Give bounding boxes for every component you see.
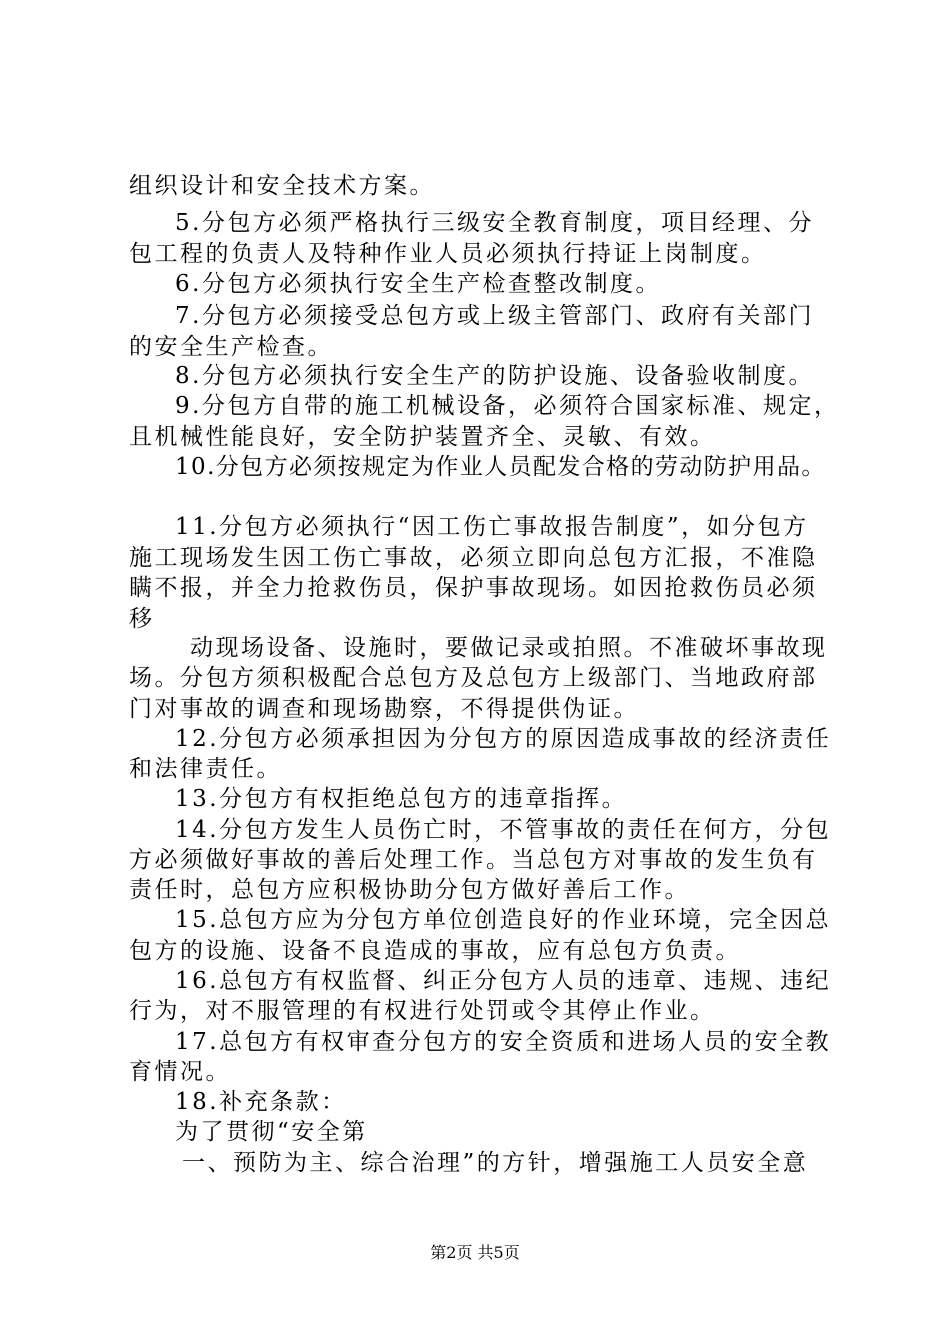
text-line: 育情况。 [129,1059,231,1085]
text-line: 门对事故的调查和现场勘察，不得提供伪证。 [129,696,639,722]
text-line: 8.分包方必须执行安全生产的防护设施、设备验收制度。 [175,363,814,389]
text-line: 14.分包方发生人员伤亡时，不管事故的责任在何方，分包 [175,817,832,843]
text-line: 10.分包方必须按规定为作业人员配发合格的劳动防护用品。 [175,454,826,480]
text-line: 的安全生产检查。 [129,334,333,360]
text-line: 组织设计和安全技术方案。 [129,173,435,199]
text-line: 7.分包方必须接受总包方或上级主管部门、政府有关部门 [175,303,814,329]
text-line: 13.分包方有权拒绝总包方的违章指挥。 [175,786,628,812]
text-line: 场。分包方须积极配合总包方及总包方上级部门、当地政府部 [129,665,818,691]
text-line: 16.总包方有权监督、纠正分包方人员的违章、违规、违纪 [175,968,832,994]
text-line: 11.分包方必须执行“因工伤亡事故报告制度”，如分包方 [175,514,809,540]
text-line: 包方的设施、设备不良造成的事故，应有总包方负责。 [129,938,741,964]
text-line: 为了贯彻“安全第 [175,1119,368,1145]
page-number-footer: 第2页 共5页 [430,1243,520,1262]
text-line: 一、预防为主、综合治理”的方针，增强施工人员安全意 [182,1150,809,1176]
text-line: 瞒不报，并全力抢救伤员，保护事故现场。如因抢救伤员必须 [129,575,818,601]
text-line: 责任时，总包方应积极协助分包方做好善后工作。 [129,877,690,903]
text-line: 且机械性能良好，安全防护装置齐全、灵敏、有效。 [129,424,716,450]
text-line: 施工现场发生因工伤亡事故，必须立即向总包方汇报，不准隐 [129,545,818,571]
text-line: 移 [129,606,155,632]
text-line: 包工程的负责人及特种作业人员必须执行持证上岗制度。 [129,241,767,267]
text-line: 动现场设备、设施时，要做记录或拍照。不准破坏事故现 [190,635,828,661]
text-line: 6.分包方必须执行安全生产检查整改制度。 [175,271,661,297]
text-line: 17.总包方有权审查分包方的安全资质和进场人员的安全教 [175,1029,832,1055]
text-line: 9.分包方自带的施工机械设备，必须符合国家标准、规定， [175,393,840,419]
text-line: 15.总包方应为分包方单位创造良好的作业环境，完全因总 [175,907,832,933]
text-line: 行为，对不服管理的有权进行处罚或令其停止作业。 [129,998,716,1024]
text-line: 12.分包方必须承担因为分包方的原因造成事故的经济责任 [175,726,832,752]
text-line: 5.分包方必须严格执行三级安全教育制度，项目经理、分 [175,210,814,236]
text-line: 18.补充条款： [175,1089,347,1115]
text-line: 和法律责任。 [129,756,282,782]
text-line: 方必须做好事故的善后处理工作。当总包方对事故的发生负有 [129,847,818,873]
